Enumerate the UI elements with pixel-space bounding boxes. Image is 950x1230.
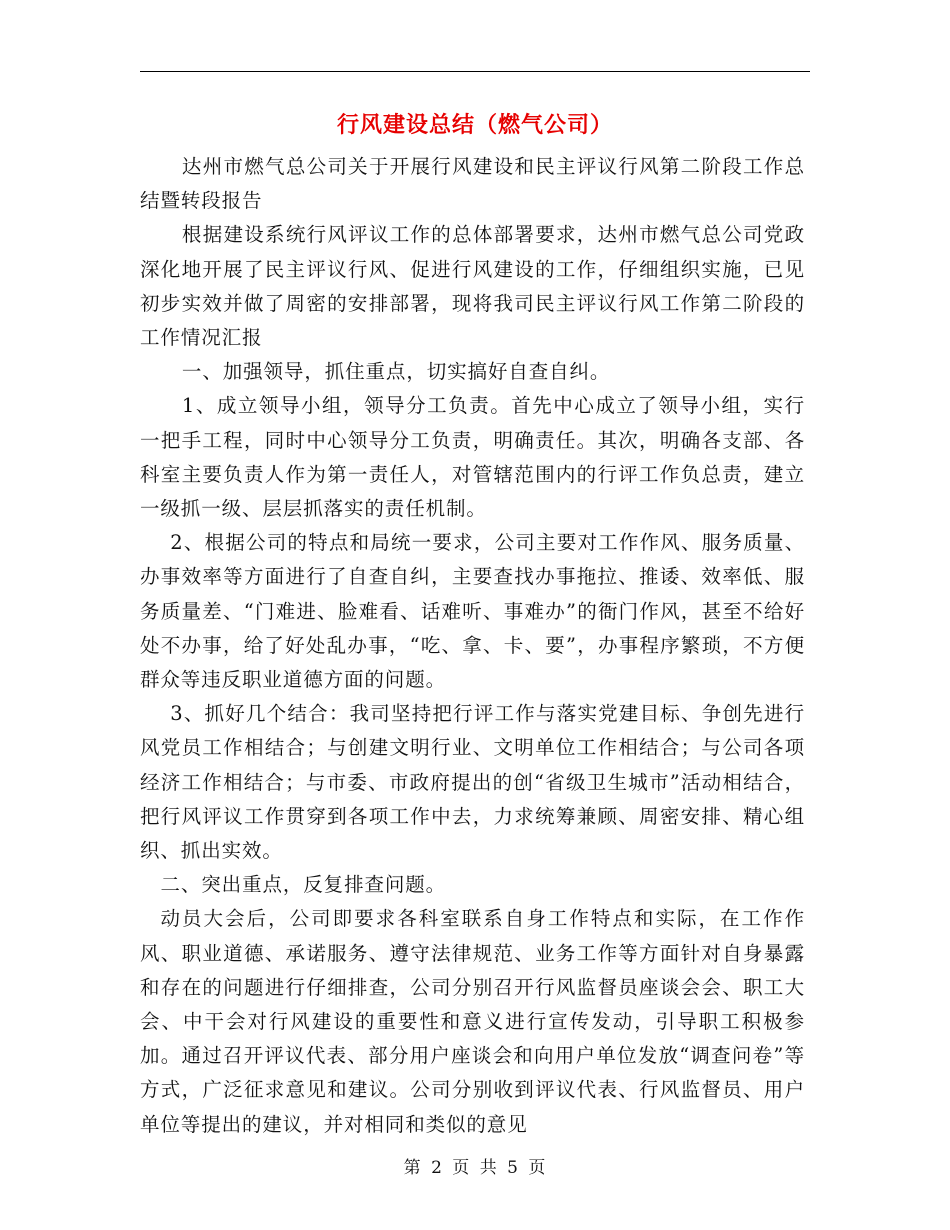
page-number-footer: 第 2 页 共 5 页 xyxy=(403,1158,547,1178)
document-title: 行风建设总结（燃气公司） xyxy=(336,112,613,138)
item-one-paragraph: 1、成立领导小组，领导分工负责。首先中心成立了领导小组，实行一把手工程，同时中心领导分工负责，明确责任。其次，明确各支部、各科室主要负责人作为第一责任人，对管辖范围内的行评工作负总责，建立一级抓一级、层层抓落实的责任机制。 xyxy=(140,394,805,521)
section-two-heading: 二、突出重点，反复排查问题。 xyxy=(160,873,447,897)
section-two-paragraph: 动员大会后，公司即要求各科室联系自身工作特点和实际，在工作作风、职业道德、承诺服务、遵守法律规范、业务工作等方面针对自身暴露和存在的问题进行仔细排查，公司分别召开行风监督员座谈会会、职工大会、中干会对行风建设的重要性和意义进行宣传发动，引导职工积极参加。通过召开评议代表、部分用户座谈会和向用户单位发放“调查问卷”等方式，广泛征求意见和建议。公司分别收到评议代表、行风监督员、用户单位等提出的建议，并对相同和类似的意见 xyxy=(140,907,805,1136)
header-rule xyxy=(140,71,810,72)
item-two-paragraph: 2、根据公司的特点和局统一要求，公司主要对工作作风、服务质量、办事效率等方面进行了自查自纠，主要查找办事拖拉、推诿、效率低、服务质量差、“门难进、脸难看、话难听、事难办”的衙门作风，甚至不给好处不办事，给了好处乱办事，“吃、拿、卡、要”，办事程序繁琐，不方便群众等违反职业道德方面的问题。 xyxy=(140,531,805,692)
section-one-heading: 一、加强领导，抓住重点，切实搞好自查自纠。 xyxy=(181,360,611,384)
item-three-paragraph: 3、抓好几个结合：我司坚持把行评工作与落实党建目标、争创先进行风党员工作相结合；与创建文明行业、文明单位工作相结合；与公司各项经济工作相结合；与市委、市政府提出的创“省级卫生城市”活动相结合，把行风评议工作贯穿到各项工作中去，力求统筹兼顾、周密安排、精心组织、抓出实效。 xyxy=(140,702,805,863)
document-body xyxy=(140,150,805,1142)
report-heading-paragraph: 达州市燃气总公司关于开展行风建设和民主评议行风第二阶段工作总结暨转段报告 xyxy=(140,155,805,213)
intro-paragraph: 根据建设系统行风评议工作的总体部署要求，达州市燃气总公司党政深化地开展了民主评议行风、促进行风建设的工作，仔细组织实施，已见初步实效并做了周密的安排部署，现将我司民主评议行风工作第二阶段的工作情况汇报 xyxy=(140,223,805,350)
